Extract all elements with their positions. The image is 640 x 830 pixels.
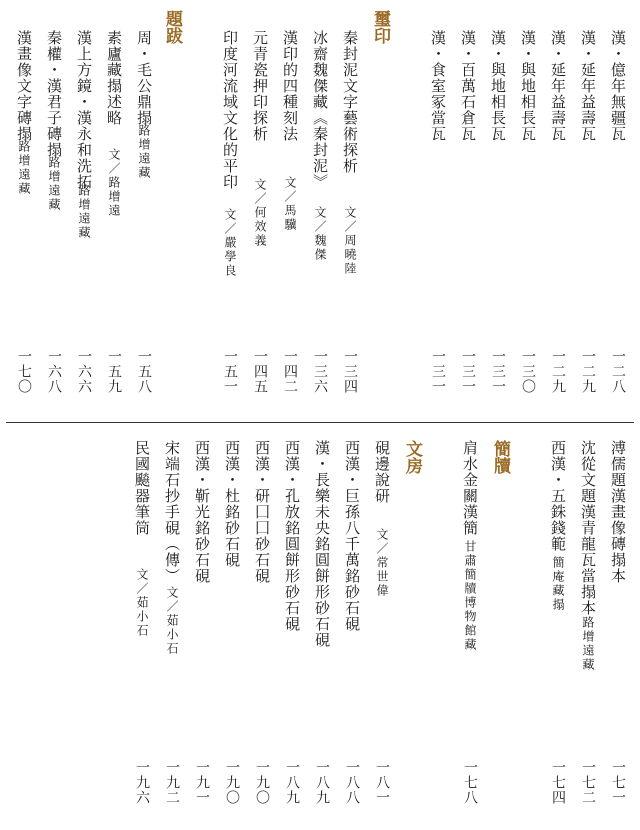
- toc-entry-page: 一三一: [460, 349, 476, 394]
- toc-entry-author: 路增遠藏: [137, 124, 151, 180]
- toc-entry-page: 一七〇: [16, 349, 32, 394]
- toc-entry-page: 一八一: [374, 760, 390, 805]
- toc-entry-title: 西漢・五銖錢範: [549, 440, 567, 552]
- toc-entry-page: 一五九: [106, 349, 122, 394]
- toc-entry-title: 肩水金關漢簡: [461, 440, 479, 536]
- toc-entry-page: 一三〇: [520, 349, 536, 394]
- toc-entry-author: 甘肅簡牘博物館藏: [463, 540, 477, 652]
- toc-entry-page: 一四五: [252, 349, 268, 394]
- toc-entry-title: 冰齋魏傑藏《秦封泥》: [311, 30, 329, 190]
- section-divider: [6, 422, 634, 423]
- toc-entry-page: 一三六: [312, 349, 328, 394]
- toc-entry-page: 一九二: [164, 760, 180, 805]
- toc-entry-page: 一五一: [222, 349, 238, 394]
- toc-entry-title: 漢・延年益壽瓦: [579, 30, 597, 142]
- toc-entry-page: 一八八: [344, 760, 360, 805]
- toc-entry-title: 硯邊說研: [373, 440, 391, 504]
- toc-entry-page: 一九〇: [254, 760, 270, 805]
- toc-entry-page: 一九一: [194, 760, 210, 805]
- toc-entry-author: 文／周曉陸: [343, 206, 357, 276]
- toc-entry-title: 素廬藏搨述略: [105, 30, 123, 126]
- toc-entry-title: 秦封泥文字藝術探析: [341, 30, 359, 174]
- section-heading-study: 文房: [402, 440, 422, 474]
- toc-entry-title: 西漢・孔放銘圓餅形砂石硯: [283, 440, 301, 632]
- toc-entry-author: 文／茹小石: [165, 586, 179, 656]
- section-heading-colophon: 題跋: [162, 10, 182, 44]
- toc-entry-title: 西漢・研囗囗砂石硯: [253, 440, 271, 584]
- toc-entry-title: 漢・億年無疆瓦: [609, 30, 627, 142]
- toc-entry-title: 漢・與地相長瓦: [489, 30, 507, 142]
- toc-entry-author: 簡庵藏搨: [551, 556, 565, 612]
- toc-entry-title: 元青瓷押印探析: [251, 30, 269, 142]
- toc-entry-page: 一二九: [580, 349, 596, 394]
- toc-entry-title: 宋端石抄手硯（傳）: [163, 440, 181, 584]
- toc-entry-title: 西漢・靳光銘砂石硯: [193, 440, 211, 584]
- toc-entry-page: 一二八: [610, 349, 626, 394]
- toc-entry-author: 文／茹小石: [135, 568, 149, 638]
- toc-entry-page: 一七一: [610, 760, 626, 805]
- toc-entry-title: 西漢・巨孫八千萬銘砂石硯: [343, 440, 361, 632]
- toc-entry-author: 路增遠藏: [77, 184, 91, 240]
- toc-entry-page: 一二九: [550, 349, 566, 394]
- toc-entry-title: 漢上方鏡・漢永和洗拓: [75, 30, 93, 190]
- section-heading-slips: 簡牘: [490, 440, 510, 474]
- toc-entry-page: 一五八: [136, 349, 152, 394]
- toc-entry-title: 民國飈器筆筒: [133, 440, 151, 536]
- toc-entry-author: 文／嚴學良: [223, 208, 237, 278]
- toc-entry-title: 印度河流域文化的平印: [221, 30, 239, 190]
- toc-entry-title: 西漢・杜銘砂石硯: [223, 440, 241, 568]
- toc-entry-author: 文／馬驥: [283, 176, 297, 232]
- toc-entry-author: 文／何效義: [253, 178, 267, 248]
- toc-entry-page: 一三一: [430, 349, 446, 394]
- toc-entry-title: 秦權・漢君子磚搨: [45, 30, 63, 158]
- section-heading-seal: 璽印: [370, 10, 390, 44]
- toc-entry-page: 一六八: [46, 349, 62, 394]
- toc-entry-page: 一三一: [490, 349, 506, 394]
- toc-entry-title: 漢・與地相長瓦: [519, 30, 537, 142]
- toc-entry-title: 漢・食室冢當瓦: [429, 30, 447, 142]
- toc-entry-author: 路增遠藏: [581, 616, 595, 672]
- toc-entry-title: 漢・延年益壽瓦: [549, 30, 567, 142]
- toc-entry-author: 文／路增遠: [107, 148, 121, 218]
- toc-entry-title: 漢・百萬石倉瓦: [459, 30, 477, 142]
- toc-entry-title: 漢畫像文字磚搨: [15, 30, 33, 142]
- toc-entry-page: 一八九: [284, 760, 300, 805]
- toc-entry-page: 一九六: [134, 760, 150, 805]
- toc-entry-page: 一八九: [314, 760, 330, 805]
- toc-entry-title: 沈從文題漢青龍瓦當搨本: [579, 440, 597, 616]
- toc-entry-page: 一七八: [462, 760, 478, 805]
- toc-entry-page: 一七四: [550, 760, 566, 805]
- toc-entry-title: 周・毛公鼎搨: [135, 30, 153, 126]
- toc-entry-author: 文／魏傑: [313, 206, 327, 262]
- toc-entry-page: 一六六: [76, 349, 92, 394]
- toc-entry-title: 漢印的四種刻法: [281, 30, 299, 142]
- toc-entry-page: 一九〇: [224, 760, 240, 805]
- toc-entry-author: 文／常世偉: [375, 528, 389, 598]
- toc-entry-author: 路增遠藏: [17, 140, 31, 196]
- toc-entry-title: 溥儒題漢畫像磚搨本: [609, 440, 627, 584]
- toc-entry-title: 漢・長樂未央銘圓餅形砂石硯: [313, 440, 331, 648]
- toc-entry-page: 一三四: [342, 349, 358, 394]
- toc-entry-page: 一七二: [580, 760, 596, 805]
- toc-entry-page: 一四二: [282, 349, 298, 394]
- toc-entry-author: 路增遠藏: [47, 156, 61, 212]
